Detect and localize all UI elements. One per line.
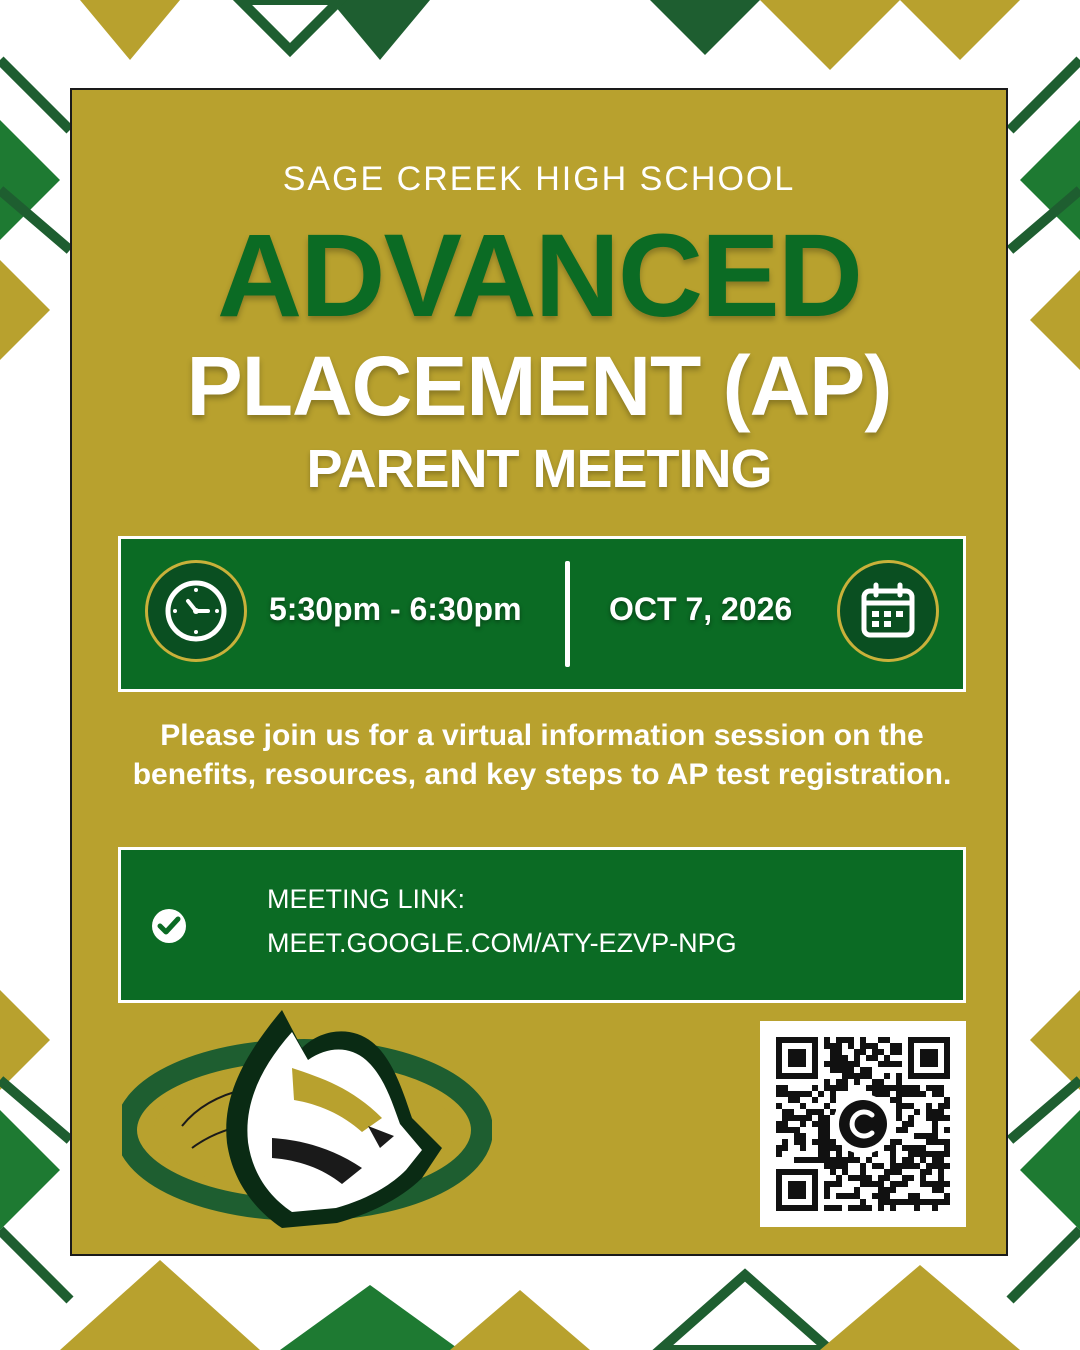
schedule-box bbox=[118, 536, 966, 692]
title-parent-meeting: PARENT MEETING bbox=[306, 439, 772, 499]
meeting-time: 5:30pm - 6:30pm bbox=[269, 591, 522, 627]
qr-code[interactable] bbox=[760, 1021, 966, 1227]
meeting-date: OCT 7, 2026 bbox=[609, 591, 793, 627]
meeting-link-label: MEETING LINK: bbox=[267, 884, 466, 914]
wildcat-mascot-logo bbox=[122, 1008, 492, 1244]
school-name: SAGE CREEK HIGH SCHOOL bbox=[282, 160, 796, 198]
check-circle-icon bbox=[151, 908, 187, 944]
flyer-card bbox=[70, 88, 1008, 1256]
meeting-link-url[interactable]: MEET.GOOGLE.COM/ATY-EZVP-NPG bbox=[267, 928, 737, 958]
title-placement: PLACEMENT (AP) bbox=[186, 339, 892, 433]
meeting-link-box bbox=[118, 847, 966, 1003]
divider bbox=[565, 561, 570, 667]
description: Please join us for a virtual information session on the benefits, resources, and key steps to AP test registration. bbox=[132, 719, 952, 791]
title-advanced: ADVANCED bbox=[217, 210, 861, 342]
clock-icon bbox=[145, 560, 247, 662]
calendar-icon bbox=[837, 560, 939, 662]
canva-logo bbox=[839, 1100, 887, 1148]
